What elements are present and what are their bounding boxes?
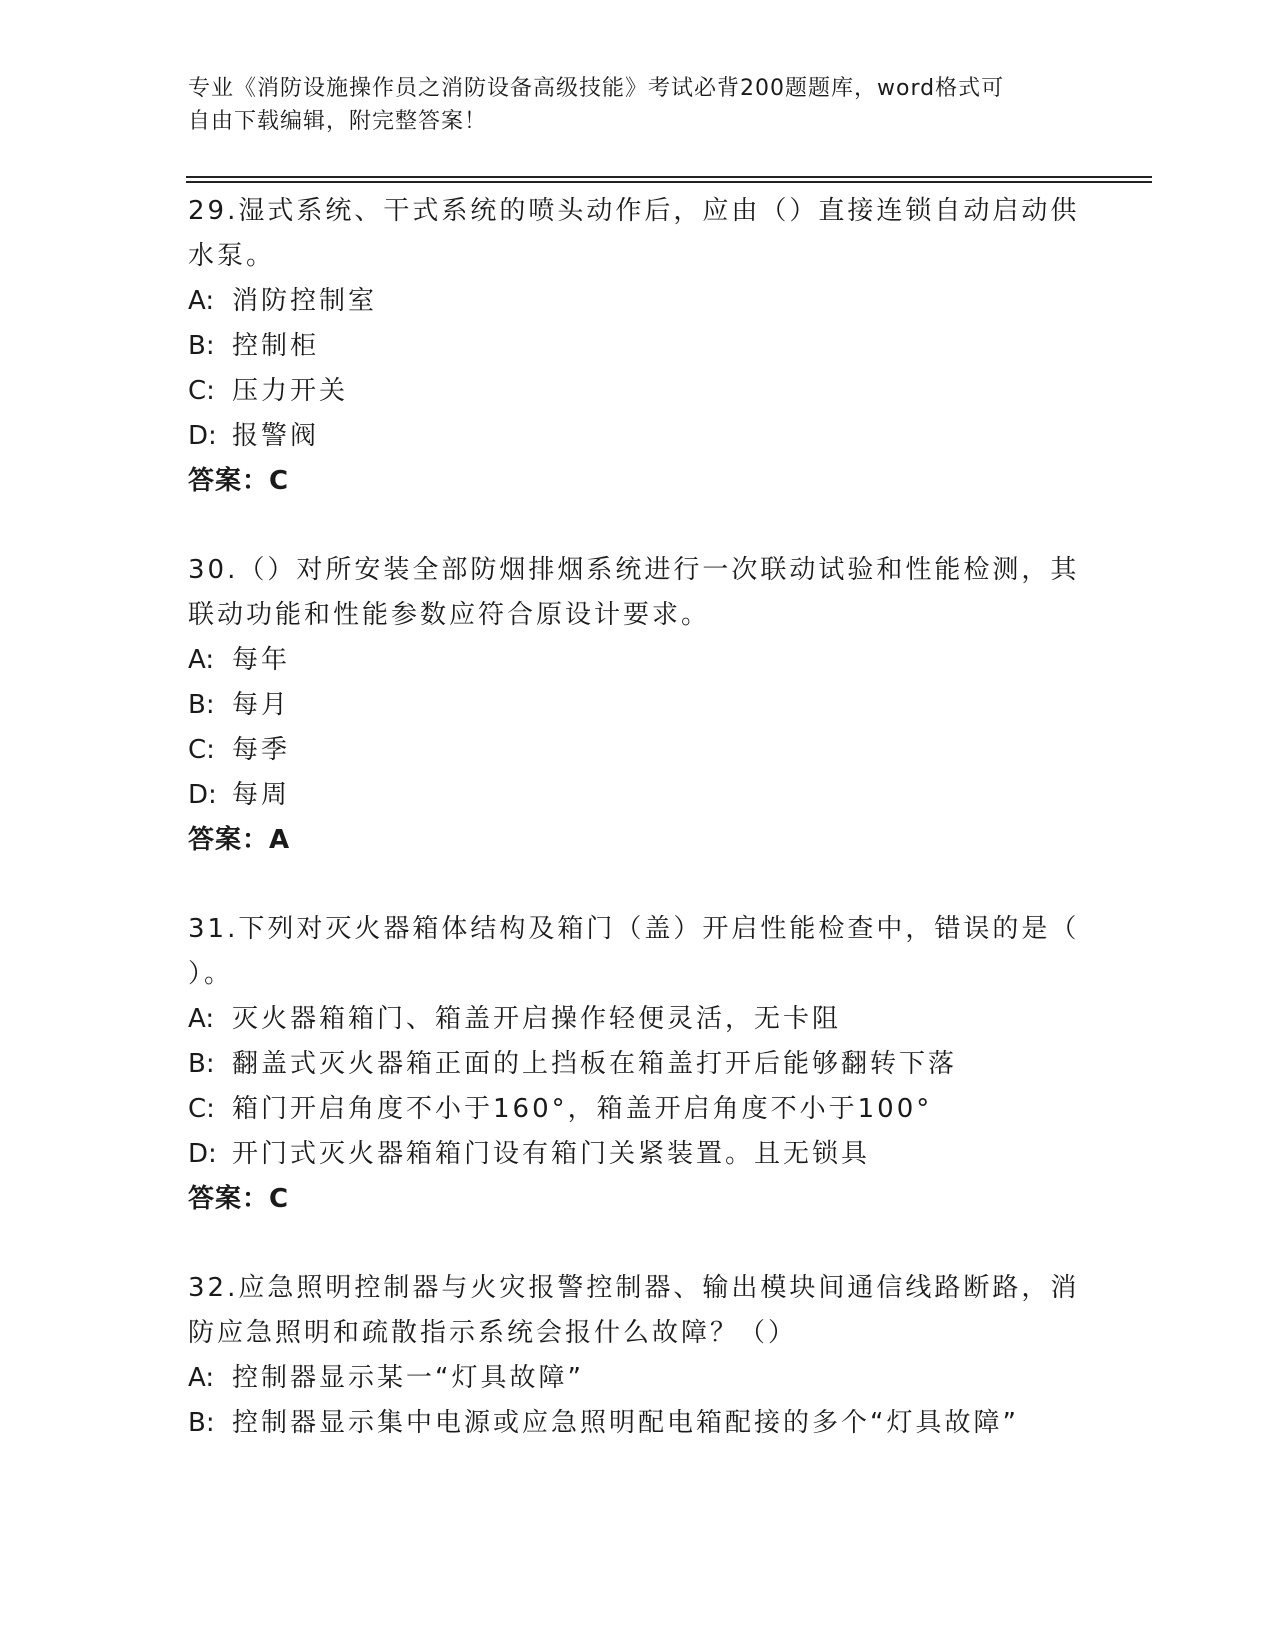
option-letter: B: [188, 690, 215, 720]
question-stem [188, 189, 1088, 279]
option-text: 翻盖式灭火器箱正面的上挡板在箱盖打开后能够翻转下落 [232, 1049, 958, 1079]
question-stem-line: 32.应急照明控制器与火灾报警控制器、输出模块间通信线路断路，消 [188, 1273, 1080, 1303]
option-letter: C: [188, 1094, 215, 1124]
question-stem-line: 29.湿式系统、干式系统的喷头动作后，应由（）直接连锁自动启动供 [188, 196, 1080, 226]
question-stem-line: 31.下列对灭火器箱体结构及箱门（盖）开启性能检查中，错误的是（ [188, 914, 1080, 944]
option-text: 箱门开启角度不小于160°，箱盖开启角度不小于100° [232, 1094, 933, 1124]
question-stem-line: 防应急照明和疏散指示系统会报什么故障？（） [188, 1318, 798, 1348]
option-c [188, 1087, 1088, 1132]
option-text: 控制柜 [232, 331, 320, 361]
option-b [188, 1042, 1088, 1087]
question-stem-line: 30.（）对所安装全部防烟排烟系统进行一次联动试验和性能检测，其 [188, 555, 1080, 585]
option-letter: C: [188, 735, 215, 765]
option-letter: A: [188, 286, 215, 316]
option-letter: A: [188, 645, 215, 675]
option-text: 每周 [232, 780, 291, 810]
option-a [188, 997, 1088, 1042]
answer-line: 答案：C [188, 466, 290, 496]
question-30 [188, 548, 1088, 863]
option-c [188, 728, 1088, 773]
header-line-2: 自由下载编辑，附完整答案！ [188, 109, 488, 134]
option-b [188, 1401, 1088, 1446]
option-text: 消防控制室 [232, 286, 378, 316]
option-text: 开门式灭火器箱箱门设有箱门关紧装置。且无锁具 [232, 1139, 871, 1169]
question-29 [188, 189, 1088, 504]
option-text: 压力开关 [232, 376, 349, 406]
answer-line: 答案：A [188, 825, 291, 855]
question-list [188, 189, 1088, 1490]
option-d [188, 773, 1088, 818]
option-letter: D: [188, 421, 217, 451]
document-header [188, 72, 1068, 138]
option-text: 每季 [232, 735, 291, 765]
option-letter: B: [188, 1408, 215, 1438]
option-letter: D: [188, 1139, 217, 1169]
question-stem [188, 548, 1088, 638]
option-letter: A: [188, 1004, 215, 1034]
option-letter: B: [188, 1049, 215, 1079]
question-stem [188, 907, 1088, 997]
option-text: 每月 [232, 690, 291, 720]
option-a [188, 279, 1088, 324]
header-divider-bottom [186, 181, 1152, 183]
option-b [188, 324, 1088, 369]
option-text: 控制器显示某一“灯具故障” [232, 1363, 584, 1393]
question-31 [188, 907, 1088, 1222]
header-line-1: 专业《消防设施操作员之消防设备高级技能》考试必背200题题库，word格式可 [188, 76, 1005, 101]
header-divider-top [186, 176, 1152, 178]
option-letter: C: [188, 376, 215, 406]
question-stem-line: 联动功能和性能参数应符合原设计要求。 [188, 600, 711, 630]
option-letter: A: [188, 1363, 215, 1393]
answer-line: 答案：C [188, 1184, 290, 1214]
question-stem-line: ）。 [188, 959, 234, 989]
option-a [188, 638, 1088, 683]
option-text: 报警阀 [232, 421, 320, 451]
option-letter: B: [188, 331, 215, 361]
option-text: 控制器显示集中电源或应急照明配电箱配接的多个“灯具故障” [232, 1408, 1019, 1438]
option-b [188, 683, 1088, 728]
option-text: 灭火器箱箱门、箱盖开启操作轻便灵活，无卡阻 [232, 1004, 842, 1034]
question-stem-line: 水泵。 [188, 241, 276, 271]
question-32 [188, 1266, 1088, 1446]
option-letter: D: [188, 780, 217, 810]
option-a [188, 1356, 1088, 1401]
option-c [188, 369, 1088, 414]
option-d [188, 414, 1088, 459]
option-text: 每年 [232, 645, 291, 675]
option-d [188, 1132, 1088, 1177]
question-stem [188, 1266, 1088, 1356]
